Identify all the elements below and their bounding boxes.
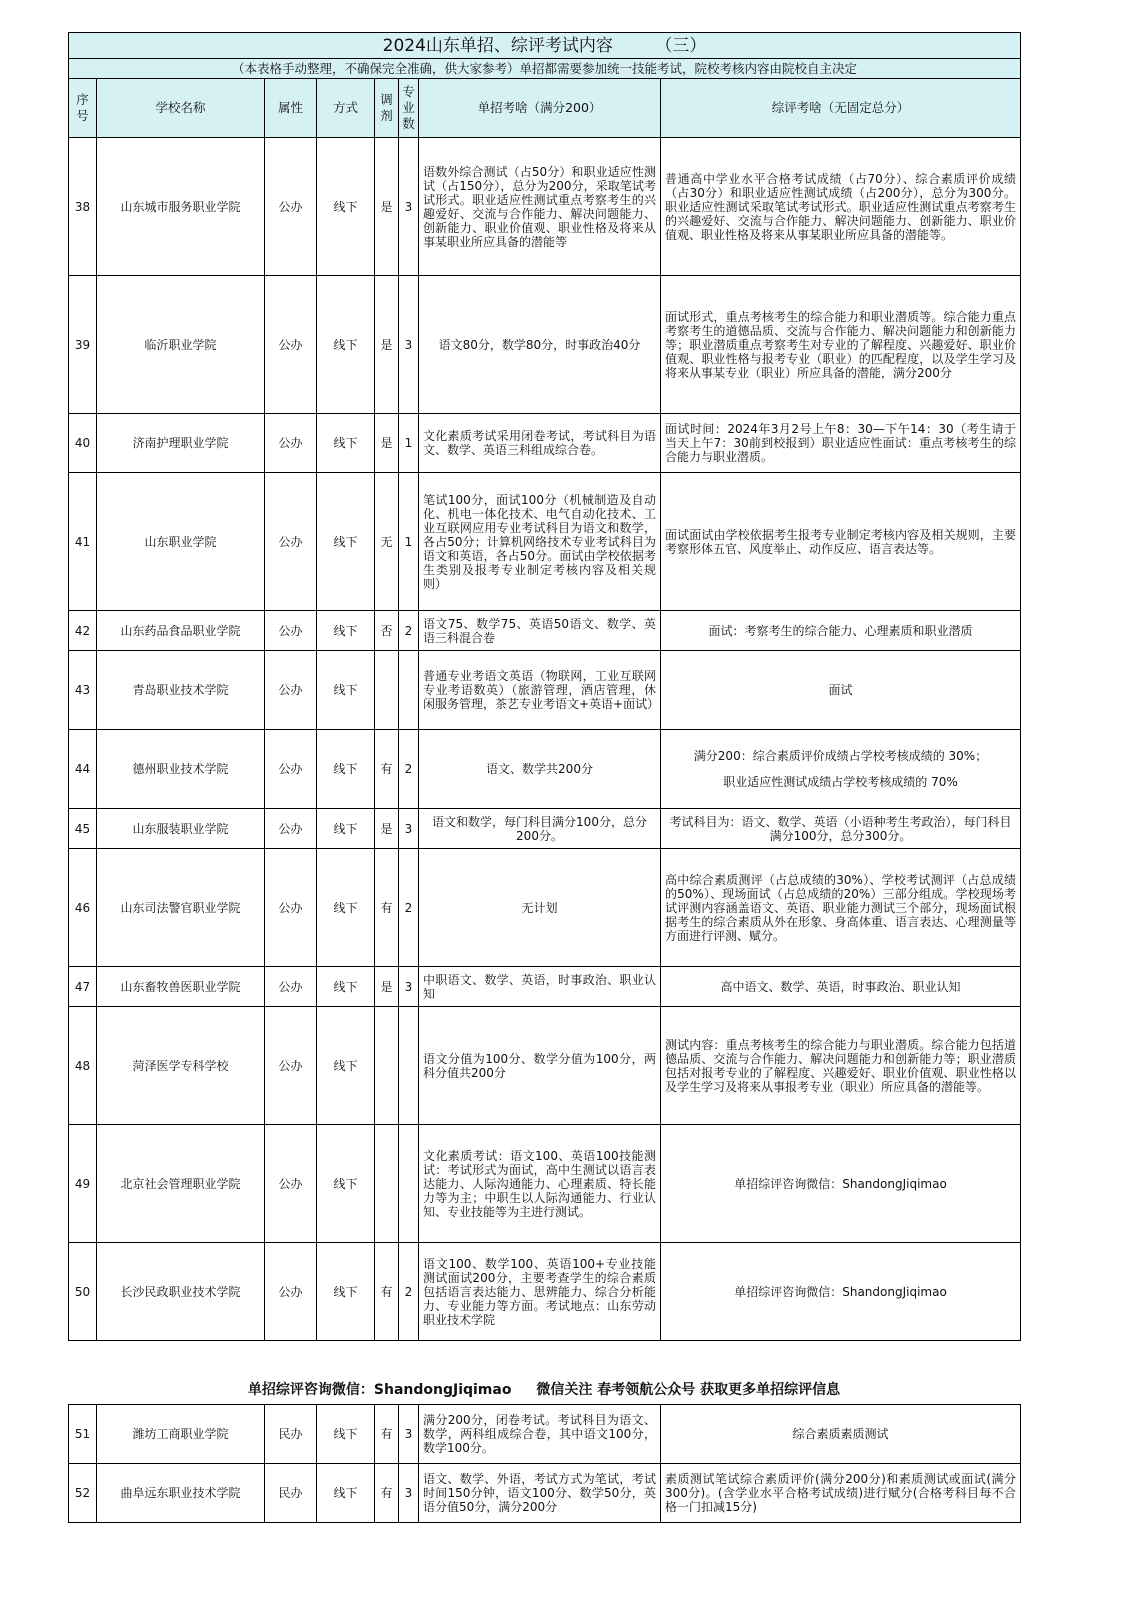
row-majors: 2 [399, 849, 419, 967]
row-dz: 普通专业考语文英语（物联网，工业互联网专业考语数英）（旅游管理，酒店管理，休闲服务管理，茶艺专业考语文+英语+面试） [419, 651, 661, 730]
table-row [69, 1243, 1021, 1341]
row-zp: 综合素质素质测试 [661, 1405, 1021, 1464]
row-type: 公办 [265, 1125, 317, 1243]
table-row [69, 138, 1021, 276]
header-zp: 综评考啥（无固定总分） [661, 79, 1021, 138]
row-type: 公办 [265, 967, 317, 1007]
row-type: 民办 [265, 1405, 317, 1464]
row-school: 菏泽医学专科学校 [97, 1007, 265, 1125]
row-mode: 线下 [317, 276, 375, 414]
wechat-promo-line [68, 1381, 1020, 1399]
row-dz: 语文、数学共200分 [419, 730, 661, 809]
header-school: 学校名称 [97, 79, 265, 138]
row-mode: 线下 [317, 611, 375, 651]
table-row [69, 967, 1021, 1007]
row-no: 42 [69, 611, 97, 651]
row-dz: 文化素质考试采用闭卷考试，考试科目为语文、数学、英语三科组成综合卷。 [419, 414, 661, 473]
row-type: 公办 [265, 473, 317, 611]
row-mode: 线下 [317, 809, 375, 849]
row-dz: 文化素质考试：语文100、英语100技能测试：考试形式为面试，高中生测试以语言表达能力、人际沟通能力、心理素质、特长能力等为主；中职生以人际沟通能力、行业认知、专业技能等为主进行测试。 [419, 1125, 661, 1243]
row-type: 公办 [265, 651, 317, 730]
row-school: 北京社会管理职业学院 [97, 1125, 265, 1243]
wechat-contact: 单招综评咨询微信：ShandongJiqimao [247, 1382, 512, 1398]
page-title: 2024山东单招、综评考试内容 （三） [69, 33, 1021, 59]
row-type: 公办 [265, 1243, 317, 1341]
header-type: 属性 [265, 79, 317, 138]
row-zp: 面试时间：2024年3月2号上午8：30—下午14：30（考生请于当天上午7：30前到校报到）职业适应性面试：重点考核考生的综合能力与职业潜质。 [661, 414, 1021, 473]
row-majors: 2 [399, 1243, 419, 1341]
row-school: 山东畜牧兽医职业学院 [97, 967, 265, 1007]
row-no: 40 [69, 414, 97, 473]
row-dz: 语文、数学、外语，考试方式为笔试，考试时间150分钟，语文100分、数学50分，英语分值50分，满分200分 [419, 1464, 661, 1523]
row-zp: 单招综评咨询微信：ShandongJiqimao [661, 1243, 1021, 1341]
row-dz: 语文80分，数学80分，时事政治40分 [419, 276, 661, 414]
table-row [69, 1007, 1021, 1125]
row-dz: 笔试100分，面试100分（机械制造及自动化、机电一体化技术、电气自动化技术、工业互联网应用专业考试科目为语文和数学，各占50分；计算机网络技术专业考试科目为语文和英语，各占50分。面试由学校依据考生类别及报考专业制定考核内容及相关规则） [419, 473, 661, 611]
header-row [69, 79, 1021, 138]
row-mode: 线下 [317, 849, 375, 967]
row-school: 德州职业技术学院 [97, 730, 265, 809]
row-type: 公办 [265, 276, 317, 414]
row-adjust: 有 [375, 730, 399, 809]
row-adjust: 有 [375, 849, 399, 967]
row-mode: 线下 [317, 473, 375, 611]
row-adjust [375, 1007, 399, 1125]
row-mode: 线下 [317, 1007, 375, 1125]
row-no: 52 [69, 1464, 97, 1523]
header-dz: 单招考啥（满分200） [419, 79, 661, 138]
row-no: 51 [69, 1405, 97, 1464]
row-no: 49 [69, 1125, 97, 1243]
row-school: 山东城市服务职业学院 [97, 138, 265, 276]
row-dz: 无计划 [419, 849, 661, 967]
row-no: 38 [69, 138, 97, 276]
row-zp: 面试 [661, 651, 1021, 730]
row-adjust: 无 [375, 473, 399, 611]
row-dz: 中职语文、数学、英语，时事政治、职业认知 [419, 967, 661, 1007]
row-school: 长沙民政职业技术学院 [97, 1243, 265, 1341]
row-school: 潍坊工商职业学院 [97, 1405, 265, 1464]
row-majors: 1 [399, 414, 419, 473]
row-no: 46 [69, 849, 97, 967]
row-zp: 考试科目为：语文、数学、英语（小语种考生考政治），每门科目满分100分，总分300分。 [661, 809, 1021, 849]
row-majors [399, 1007, 419, 1125]
row-zp: 普通高中学业水平合格考试成绩（占70分）、综合素质评价成绩（占30分）和职业适应性测试成绩（占200分），总分为300分。职业适应性测试采取笔试考试形式。职业适应性测试重点考察考生的兴趣爱好、交流与合作能力、解决问题能力、创新能力、职业价值观、职业性格及将来从事某职业所应具备的潜能等。 [661, 138, 1021, 276]
exam-content-table [68, 32, 1021, 1341]
row-zp: 高中语文、数学、英语，时事政治、职业认知 [661, 967, 1021, 1007]
row-zp: 面试面试由学校依据考生报考专业制定考核内容及相关规则，主要考察形体五官、风度举止、动作反应、语言表达等。 [661, 473, 1021, 611]
row-majors: 3 [399, 138, 419, 276]
row-dz: 满分200分，闭卷考试。考试科目为语文、数学，两科组成综合卷，其中语文100分，数学100分。 [419, 1405, 661, 1464]
row-majors: 2 [399, 611, 419, 651]
row-majors: 3 [399, 809, 419, 849]
row-adjust: 有 [375, 1405, 399, 1464]
row-school: 山东药品食品职业学院 [97, 611, 265, 651]
row-zp-line: 职业适应性测试成绩占学校考核成绩的 70% [723, 775, 958, 789]
row-majors: 3 [399, 1405, 419, 1464]
row-mode: 线下 [317, 138, 375, 276]
row-type: 公办 [265, 730, 317, 809]
table-row [69, 849, 1021, 967]
row-school: 山东司法警官职业学院 [97, 849, 265, 967]
header-no: 序号 [69, 79, 97, 138]
row-mode: 线下 [317, 730, 375, 809]
row-zp: 单招综评咨询微信：ShandongJiqimao [661, 1125, 1021, 1243]
row-mode: 线下 [317, 1243, 375, 1341]
row-school: 青岛职业技术学院 [97, 651, 265, 730]
row-mode: 线下 [317, 414, 375, 473]
row-dz: 语文分值为100分、数学分值为100分，两科分值共200分 [419, 1007, 661, 1125]
row-no: 44 [69, 730, 97, 809]
row-no: 41 [69, 473, 97, 611]
table-row [69, 414, 1021, 473]
table-row [69, 276, 1021, 414]
row-no: 39 [69, 276, 97, 414]
row-adjust: 是 [375, 414, 399, 473]
row-mode: 线下 [317, 1125, 375, 1243]
header-majors: 专业数 [399, 79, 419, 138]
row-no: 47 [69, 967, 97, 1007]
row-adjust: 是 [375, 138, 399, 276]
row-school: 山东服装职业学院 [97, 809, 265, 849]
row-zp [661, 730, 1021, 809]
row-type: 民办 [265, 1464, 317, 1523]
row-zp: 高中综合素质测评（占总成绩的30%）、学校考试测评（占总成绩的50%）、现场面试（占总成绩的20%）三部分组成。学校现场考试评测内容涵盖语文、英语、职业能力测试三个部分，现场面试根据考生的综合素质从外在形象、身高体重、语言表达、心理测量等方面进行评测、赋分。 [661, 849, 1021, 967]
row-type: 公办 [265, 849, 317, 967]
table-row [69, 809, 1021, 849]
row-dz: 语数外综合测试（占50分）和职业适应性测试（占150分），总分为200分，采取笔试考试形式。职业适应性测试重点考察考生的兴趣爱好、交流与合作能力、解决问题能力、创新能力、职业价值观、职业性格及将来从事某职业所应具备的潜能等 [419, 138, 661, 276]
row-adjust: 有 [375, 1464, 399, 1523]
table-row [69, 611, 1021, 651]
row-adjust: 是 [375, 809, 399, 849]
row-adjust: 否 [375, 611, 399, 651]
row-type: 公办 [265, 611, 317, 651]
exam-content-table-2 [68, 1404, 1021, 1523]
row-majors: 2 [399, 730, 419, 809]
table-row [69, 473, 1021, 611]
row-majors: 3 [399, 967, 419, 1007]
row-school: 曲阜远东职业技术学院 [97, 1464, 265, 1523]
row-zp: 面试：考察考生的综合能力、心理素质和职业潜质 [661, 611, 1021, 651]
note-row [69, 59, 1021, 79]
row-school: 济南护理职业学院 [97, 414, 265, 473]
row-dz: 语文75、数学75、英语50语文、数学、英语三科混合卷 [419, 611, 661, 651]
header-adjust: 调剂 [375, 79, 399, 138]
row-no: 50 [69, 1243, 97, 1341]
wechat-follow: 微信关注 春考领航公众号 获取更多单招综评信息 [536, 1382, 841, 1398]
row-majors: 3 [399, 276, 419, 414]
row-no: 48 [69, 1007, 97, 1125]
row-majors [399, 1125, 419, 1243]
row-type: 公办 [265, 809, 317, 849]
table-note: （本表格手动整理，不确保完全准确，供大家参考）单招都需要参加统一技能考试，院校考核内容由院校自主决定 [69, 59, 1021, 79]
row-type: 公办 [265, 414, 317, 473]
row-majors [399, 651, 419, 730]
row-mode: 线下 [317, 1464, 375, 1523]
table-row [69, 651, 1021, 730]
row-majors: 1 [399, 473, 419, 611]
row-type: 公办 [265, 1007, 317, 1125]
row-type: 公办 [265, 138, 317, 276]
row-dz: 语文100、数学100、英语100+专业技能测试面试200分，主要考查学生的综合素质包括语言表达能力、思辨能力、综合分析能力、专业能力等方面。考试地点：山东劳动职业技术学院 [419, 1243, 661, 1341]
row-school: 临沂职业学院 [97, 276, 265, 414]
row-adjust: 是 [375, 967, 399, 1007]
table-row [69, 1125, 1021, 1243]
row-zp: 素质测试笔试综合素质评价(满分200分)和素质测试或面试(满分300分)。(含学业水平合格考试成绩)进行赋分(合格考科目每不合格一门扣减15分) [661, 1464, 1021, 1523]
row-no: 45 [69, 809, 97, 849]
row-mode: 线下 [317, 967, 375, 1007]
row-adjust: 有 [375, 1243, 399, 1341]
row-zp: 面试形式，重点考核考生的综合能力和职业潜质等。综合能力重点考察考生的道德品质、交流与合作能力、解决问题能力和创新能力等；职业潜质重点考察考生对专业的了解程度、兴趣爱好、职业价值观、职业性格与报考专业（职业）的匹配程度，以及学生学习及将来从事某专业（职业）所应具备的潜能，满分200分 [661, 276, 1021, 414]
row-majors: 3 [399, 1464, 419, 1523]
row-mode: 线下 [317, 651, 375, 730]
row-adjust: 是 [375, 276, 399, 414]
table-row [69, 730, 1021, 809]
row-dz: 语文和数学，每门科目满分100分，总分200分。 [419, 809, 661, 849]
row-mode: 线下 [317, 1405, 375, 1464]
row-zp: 测试内容：重点考核考生的综合能力与职业潜质。综合能力包括道德品质、交流与合作能力、解决问题能力和创新能力等；职业潜质包括对报考专业的了解程度、兴趣爱好、职业价值观、职业性格以及学生学习及将来从事报考专业（职业）所应具备的潜能等。 [661, 1007, 1021, 1125]
row-no: 43 [69, 651, 97, 730]
row-adjust [375, 651, 399, 730]
header-mode: 方式 [317, 79, 375, 138]
title-row [69, 33, 1021, 59]
table-row [69, 1464, 1021, 1523]
table-row [69, 1405, 1021, 1464]
row-adjust [375, 1125, 399, 1243]
row-zp-line: 满分200：综合素质评价成绩占学校考核成绩的 30%； [693, 749, 988, 763]
row-school: 山东职业学院 [97, 473, 265, 611]
